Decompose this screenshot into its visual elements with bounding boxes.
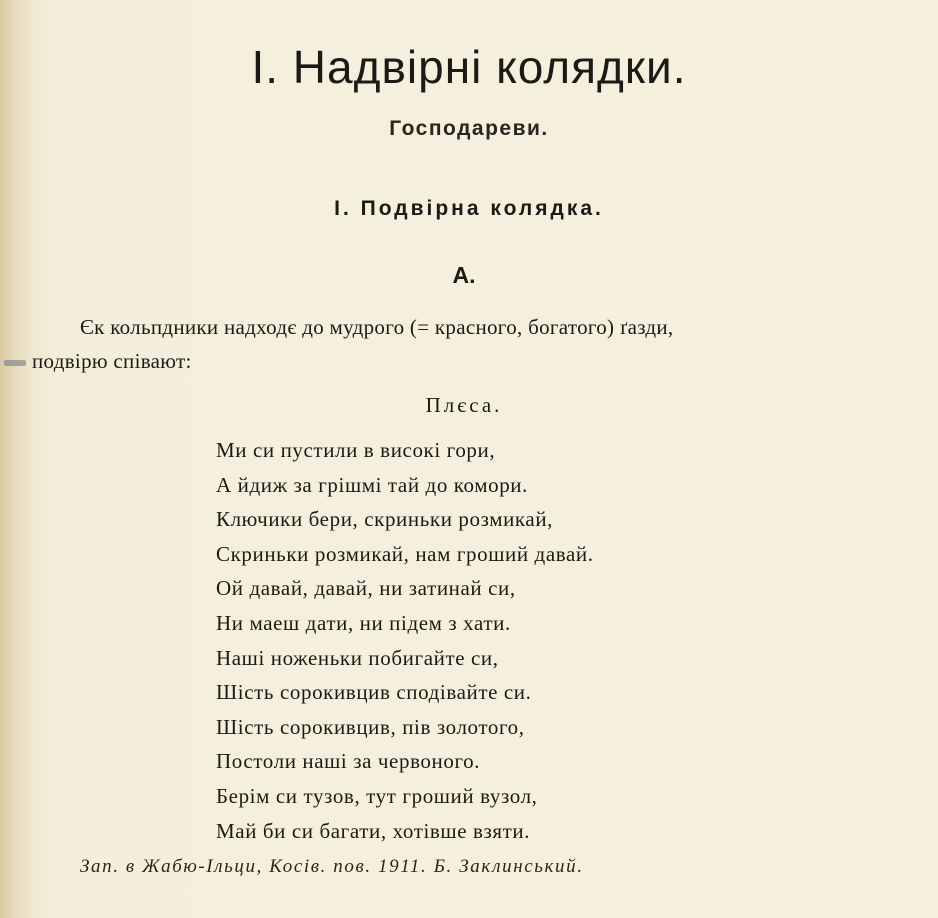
verse-line: Шість сорокивцив, пів золотого,: [216, 714, 525, 739]
song-title: Плєса.: [425, 393, 503, 417]
verse-line: Ни маеш дати, ни підем з хати.: [216, 610, 511, 635]
verse-line: Май би си багати, хотівше взяти.: [216, 818, 531, 843]
ink-smudge: [4, 360, 26, 366]
variant-label: А.: [452, 262, 476, 288]
subtitle: Господареви.: [389, 117, 549, 140]
intro-paragraph: [28, 310, 913, 378]
page-title: I. Надвірні колядки.: [251, 41, 687, 93]
verse-list: [216, 433, 856, 848]
verse-line: Наші ноженьки побигайте си,: [216, 645, 499, 670]
intro-continuation: подвірю співают:: [32, 349, 192, 373]
verse-line: Шість сорокивцив сподівайте си.: [216, 680, 532, 705]
verse-line: Ключики бери, скриньки розмикай,: [216, 507, 554, 532]
verse-line: Постоли наші за червоного.: [216, 749, 481, 774]
intro-text: Єк кольпдники надходє до мудрого (= красного, богатого) ґазди,: [80, 315, 674, 339]
verse-line: Ми си пустили в високі гори,: [216, 438, 496, 462]
verse-line: Ой давай, давай, ни затинай си,: [216, 576, 516, 601]
source-citation: Зап. в Жабю-Ільци, Косів. пов. 1911. Б. Заклинський.: [80, 856, 584, 877]
verse-line: А йдиж за грішмі тай до комори.: [216, 472, 528, 497]
verse-line: Берім си тузов, тут гроший вузол,: [216, 783, 538, 808]
section-title: I. Подвірна колядка.: [334, 197, 604, 220]
verse-line: Скриньки розмикай, нам гроший давай.: [216, 541, 594, 566]
